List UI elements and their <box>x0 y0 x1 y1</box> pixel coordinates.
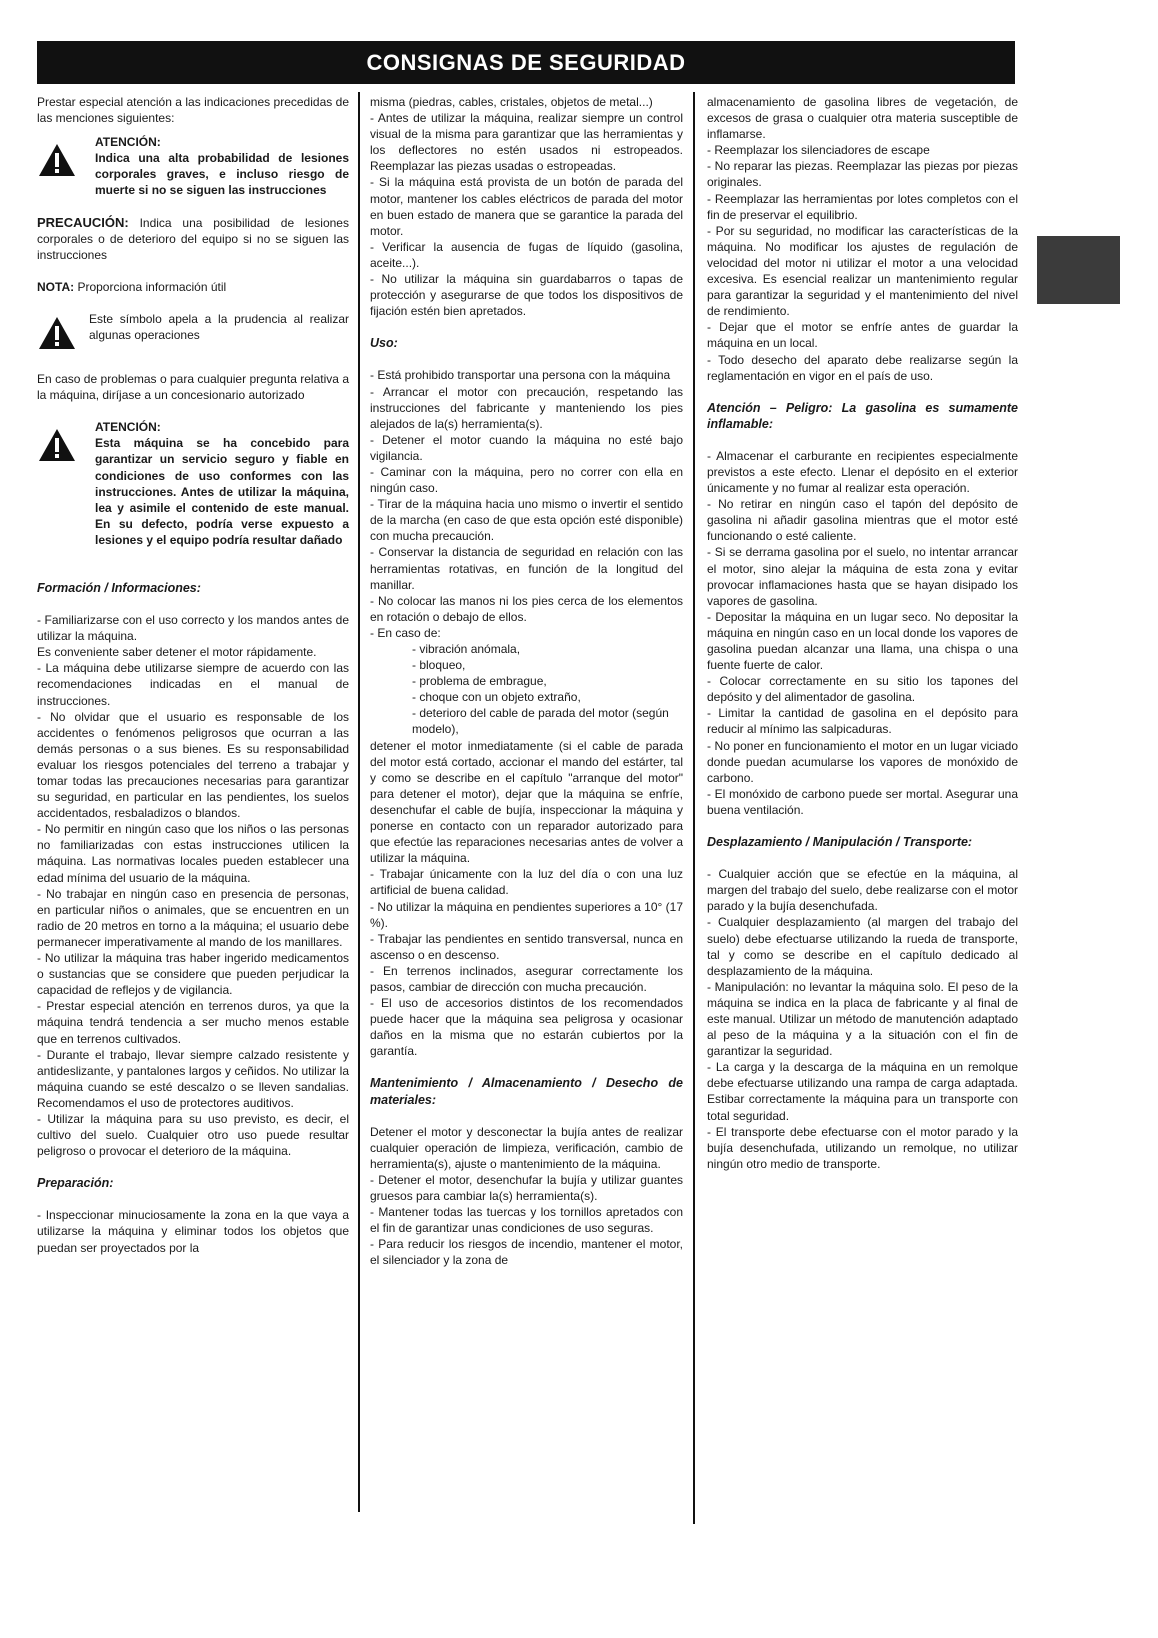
section-heading: Atención – Peligro: La gasolina es sumamente inflamable: <box>707 400 1018 431</box>
list-item: - No trabajar en ningún caso en presencia de personas, en particular niños o animales, que se encuentren en un radio de 20 metros en torno a la máquina; el usuario debe permanecer imperativamente al mando de los manillares. <box>37 886 349 949</box>
column-1 <box>37 94 349 1256</box>
column-3 <box>707 94 1018 1172</box>
list-item: - Si la máquina está provista de un botón de parada del motor, mantener los cables eléctricos de parada del motor en buen estado de manera que se garantice la parada del motor. <box>370 175 683 238</box>
list-item: - Detener el motor cuando la máquina no esté bajo vigilancia. <box>370 432 683 463</box>
list-item: - El uso de accesorios distintos de los recomendados puede hacer que la máquina sea peligrosa y ocasionar daños en la misma que no estarán cubiertos por la garantía. <box>370 996 683 1059</box>
atencion-notice-2 <box>37 419 349 548</box>
formacion-list <box>37 612 349 1159</box>
simbolo-text: Este símbolo apela a la prudencia al realizar algunas operaciones <box>89 311 349 343</box>
warning-triangle-icon <box>37 311 89 355</box>
list-item: - No poner en funcionamiento el motor en un lugar viciado donde puedan acumularse los vapores de monóxido de carbono. <box>707 738 1018 785</box>
intro-text: Prestar especial atención a las indicaciones precedidas de las menciones siguientes: <box>37 95 349 126</box>
list-item: - No permitir en ningún caso que los niños o las personas no familiarizadas con estas instrucciones utilicen la máquina. Las normativas locales pueden establecer una edad mínima del usuario de la máquina. <box>37 822 349 885</box>
sublist-item: - bloqueo, <box>412 658 466 673</box>
list-item: - Si se derrama gasolina por el suelo, no intentar arrancar el motor, sino alejar la máquina de esta zona y evitar provocar inflamaciones hasta que se hayan disipado los vapores de gasolina. <box>707 545 1018 608</box>
list-item: - La carga y la descarga de la máquina en un remolque debe efectuarse utilizando una rampa de carga adaptada. Estibar correctamente la máquina para un transporte con total seguridad. <box>707 1060 1018 1123</box>
atencion-label: ATENCIÓN: <box>95 135 161 150</box>
warning-triangle-icon <box>37 419 89 467</box>
list-item: - El transporte debe efectuarse con el motor parado y la bujía desenchufada, utilizando un remolque, no utilizar ningún otro medio de transporte. <box>707 1124 1018 1171</box>
list-item: - No colocar las manos ni los pies cerca de los elementos en rotación o debajo de ellos. <box>370 593 683 624</box>
list-item: - Está prohibido transportar una persona con la máquina <box>370 368 671 383</box>
list-item: - Prestar especial atención en terrenos duros, ya que la máquina tendrá tendencia a ser mucho menos estable que en terrenos cultivados. <box>37 999 349 1046</box>
list-item: - Todo desecho del aparato debe realizarse según la reglamentación en vigor en el país de uso. <box>707 352 1018 383</box>
list-item: - Verificar la ausencia de fugas de líquido (gasolina, aceite...). <box>370 239 683 270</box>
precaucion-text: PRECAUCIÓN: Indica una posibilidad de lesiones corporales o de deterioro del equipo si no se siguen las instrucciones <box>37 214 349 262</box>
list-item: detener el motor inmediatamente (si el cable de parada del motor está cortado, accionar el mando del estárter, tal y como se describe en el capítulo "arranque del motor" para detener el motor), dejar que la máquina se enfríe, desenchufar el cable de bujía, inspeccionar la máquina y ponerse en contacto con un reparador autorizado para que efectúe las reparaciones necesarias antes de volver a utilizar la máquina. <box>370 738 683 866</box>
list-item: - La máquina debe utilizarse siempre de acuerdo con las recomendaciones indicadas en el manual de instrucciones. <box>37 661 349 708</box>
caso-sublist <box>370 641 683 738</box>
list-item: - Por su seguridad, no modificar las características de la máquina. No modificar los ajustes de regulación de velocidad del motor ni utilizar el motor a una velocidad excesiva. Es esencial realizar un mantenimiento regular para garantizar la seguridad y el mantenimiento del nivel de rendimiento. <box>707 223 1018 319</box>
list-item: - Dejar que el motor se enfríe antes de guardar la máquina en un local. <box>707 320 1018 351</box>
list-item: - Manipulación: no levantar la máquina solo. El peso de la máquina se indica en la placa de fabricante y al final de este manual. Utilizar un método de manutención adaptado al peso de la máquina y a la situación con el fin de garantizar la seguridad. <box>707 979 1018 1059</box>
list-item: - Caminar con la máquina, pero no correr con ella en ningún caso. <box>370 464 683 496</box>
list-item: almacenamiento de gasolina libres de vegetación, de excesos de grasa o cualquier otra materia susceptible de inflamarse. <box>707 95 1018 142</box>
column-divider <box>358 92 360 1512</box>
list-item: - Cualquier desplazamiento (al margen del trabajo del suelo) debe efectuarse utilizando la rueda de transporte, tal y como se describe en el capítulo dedicado al desplazamiento de la máquina. <box>707 915 1018 978</box>
list-item: - Durante el trabajo, llevar siempre calzado resistente y antideslizante, y pantalones largos y ceñidos. No utilizar la máquina cuando se esté descalzo o se lleven sandalias. Recomendamos el uso de protectores auditivos. <box>37 1047 349 1110</box>
list-item: - Depositar la máquina en un lugar seco. No depositar la máquina en ningún caso en un local donde los vapores de gasolina puedan alcanzar una llama, una chispa o una fuente fuerte de calor. <box>707 609 1018 673</box>
list-item: - Arrancar el motor con precaución, respetando las instrucciones del fabricante y manteniendo los pies alejados de la(s) herramienta(s). <box>370 384 683 431</box>
page-title: CONSIGNAS DE SEGURIDAD <box>37 41 1015 84</box>
list-item: - En terrenos inclinados, asegurar correctamente los pasos, cambiar de dirección con mucha precaución. <box>370 963 683 994</box>
atencion-text: Indica una alta probabilidad de lesiones corporales graves, e incluso riesgo de muerte si no se siguen las instrucciones <box>95 151 349 198</box>
sublist-item: - problema de embrague, <box>412 674 547 689</box>
column-divider <box>693 92 695 1524</box>
list-item: - Reemplazar las herramientas por lotes completos con el fin de preservar el equilibrio. <box>707 191 1018 222</box>
list-item: - El monóxido de carbono puede ser mortal. Asegurar una buena ventilación. <box>707 786 1018 817</box>
section-heading: Desplazamiento / Manipulación / Transporte: <box>707 835 973 850</box>
section-heading: Mantenimiento / Almacenamiento / Desecho de materiales: <box>370 1076 683 1107</box>
uso-list <box>370 367 683 641</box>
atencion-text: Esta máquina se ha concebido para garantizar un servicio seguro y fiable en condiciones de uso conformes con las instrucciones. Antes de utilizar la máquina, lea y asimile el contenido de este manual. En su defecto, podría verse expuesto a lesiones y el equipo podría resultar dañado <box>95 436 349 547</box>
list-item: - Trabajar únicamente con la luz del día o con una luz artificial de buena calidad. <box>370 867 683 898</box>
sublist-item: - deterioro del cable de parada del motor (según modelo), <box>412 706 669 737</box>
list-item: - Conservar la distancia de seguridad en relación con las herramientas rotativas, en función de la longitud del manillar. <box>370 545 683 592</box>
list-item: - No reparar las piezas. Reemplazar las piezas por piezas originales. <box>707 159 1018 190</box>
list-item: - Cualquier acción que se efectúe en la máquina, al margen del trabajo del suelo, debe realizarse con el motor parado y la bujía desenchufada. <box>707 867 1018 914</box>
uso-list-2 <box>370 738 683 1060</box>
list-item: - Almacenar el carburante en recipientes especialmente previstos a este efecto. Llenar el depósito en el exterior únicamente y no fumar al realizar esta operación. <box>707 448 1018 496</box>
list-item: - Familiarizarse con el uso correcto y los mandos antes de utilizar la máquina. <box>37 613 349 644</box>
mant-list <box>370 1124 683 1269</box>
list-item: - No retirar en ningún caso el tapón del depósito de gasolina ni añadir gasolina mientras que el motor esté funcionando o esté caliente. <box>707 497 1018 544</box>
list-item: misma (piedras, cables, cristales, objetos de metal...) <box>370 95 653 109</box>
nota-text: NOTA: Proporciona información útil <box>37 279 227 294</box>
atencion-notice <box>37 134 349 198</box>
gasolina-list <box>707 448 1018 818</box>
section-heading: Uso: <box>370 336 398 351</box>
list-item: - En caso de: <box>370 625 441 640</box>
section-heading: Formación / Informaciones: <box>37 580 201 595</box>
list-item: - Antes de utilizar la máquina, realizar siempre un control visual de la misma para garantizar que las herramientas y los deflectores no estén usados ni estropeados. Reemplazar las piezas usadas o estropeadas. <box>370 111 683 174</box>
list-item: Detener el motor y desconectar la bujía antes de realizar cualquier operación de limpieza, verificación, cambio de herramienta(s), ajuste o mantenimiento de la máquina. <box>370 1124 683 1171</box>
simbolo-notice <box>37 311 349 355</box>
desplaz-list <box>707 866 1018 1172</box>
atencion-label: ATENCIÓN: <box>95 420 161 435</box>
list-item: - Trabajar las pendientes en sentido transversal, nunca en ascenso o en descenso. <box>370 931 683 962</box>
list-item: - Reemplazar los silenciadores de escape <box>707 143 930 158</box>
list-item: - No utilizar la máquina sin guardabarros o tapas de protección y asegurarse de que todos los dispositivos de fijación estén bien apretados. <box>370 272 683 319</box>
mant-list-cont <box>707 94 1018 384</box>
column-2 <box>370 94 683 1268</box>
list-item: - Tirar de la máquina hacia uno mismo o invertir el sentido de la marcha (en caso de que esta opción esté disponible) con mucha precaución. <box>370 497 683 544</box>
sublist-item: - choque con un objeto extraño, <box>412 690 581 705</box>
list-item: - Colocar correctamente en su sitio los tapones del depósito y del alimentador de gasolina. <box>707 674 1018 705</box>
preparacion-list-cont <box>370 94 683 319</box>
list-item: - Mantener todas las tuercas y los tornillos apretados con el fin de garantizar unas condiciones de uso seguras. <box>370 1205 683 1236</box>
problemas-text: En caso de problemas o para cualquier pregunta relativa a la máquina, diríjase a un concesionario autorizado <box>37 372 349 403</box>
list-item: - Limitar la cantidad de gasolina en el depósito para reducir al mínimo las salpicaduras. <box>707 706 1018 737</box>
list-item: - Para reducir los riesgos de incendio, mantener el motor, el silenciador y la zona de <box>370 1237 683 1268</box>
list-item: Es conveniente saber detener el motor rápidamente. <box>37 645 317 660</box>
list-item: - Inspeccionar minuciosamente la zona en la que vaya a utilizarse la máquina y eliminar todos los objetos que puedan ser proyectados por la <box>37 1208 349 1255</box>
section-heading: Preparación: <box>37 1176 114 1191</box>
list-item: - Detener el motor, desenchufar la bujía y utilizar guantes gruesos para cambiar la(s) herramienta(s). <box>370 1172 683 1203</box>
list-item: - No olvidar que el usuario es responsable de los accidentes o fenómenos peligrosos que ocurran a las demás personas o a sus bienes. Es su responsabilidad evaluar los riesgos potenciales del terreno a trabajar y tomar todas las precauciones necesarias para garantizar su seguridad, en particular en las pendientes, los suelos accidentados, resbaladizos o blandos. <box>37 709 349 821</box>
section-tab-marker <box>1037 236 1120 304</box>
warning-triangle-icon <box>37 134 89 182</box>
list-item: - No utilizar la máquina en pendientes superiores a 10° (17 %). <box>370 899 683 930</box>
list-item: - Utilizar la máquina para su uso previsto, es decir, el cultivo del suelo. Cualquier otro uso puede resultar peligroso o provocar el deterioro de la máquina. <box>37 1111 349 1159</box>
list-item: - No utilizar la máquina tras haber ingerido medicamentos o sustancias que se considere que pueden perjudicar la capacidad de reflejos y de vigilancia. <box>37 951 349 998</box>
sublist-item: - vibración anómala, <box>412 642 521 656</box>
